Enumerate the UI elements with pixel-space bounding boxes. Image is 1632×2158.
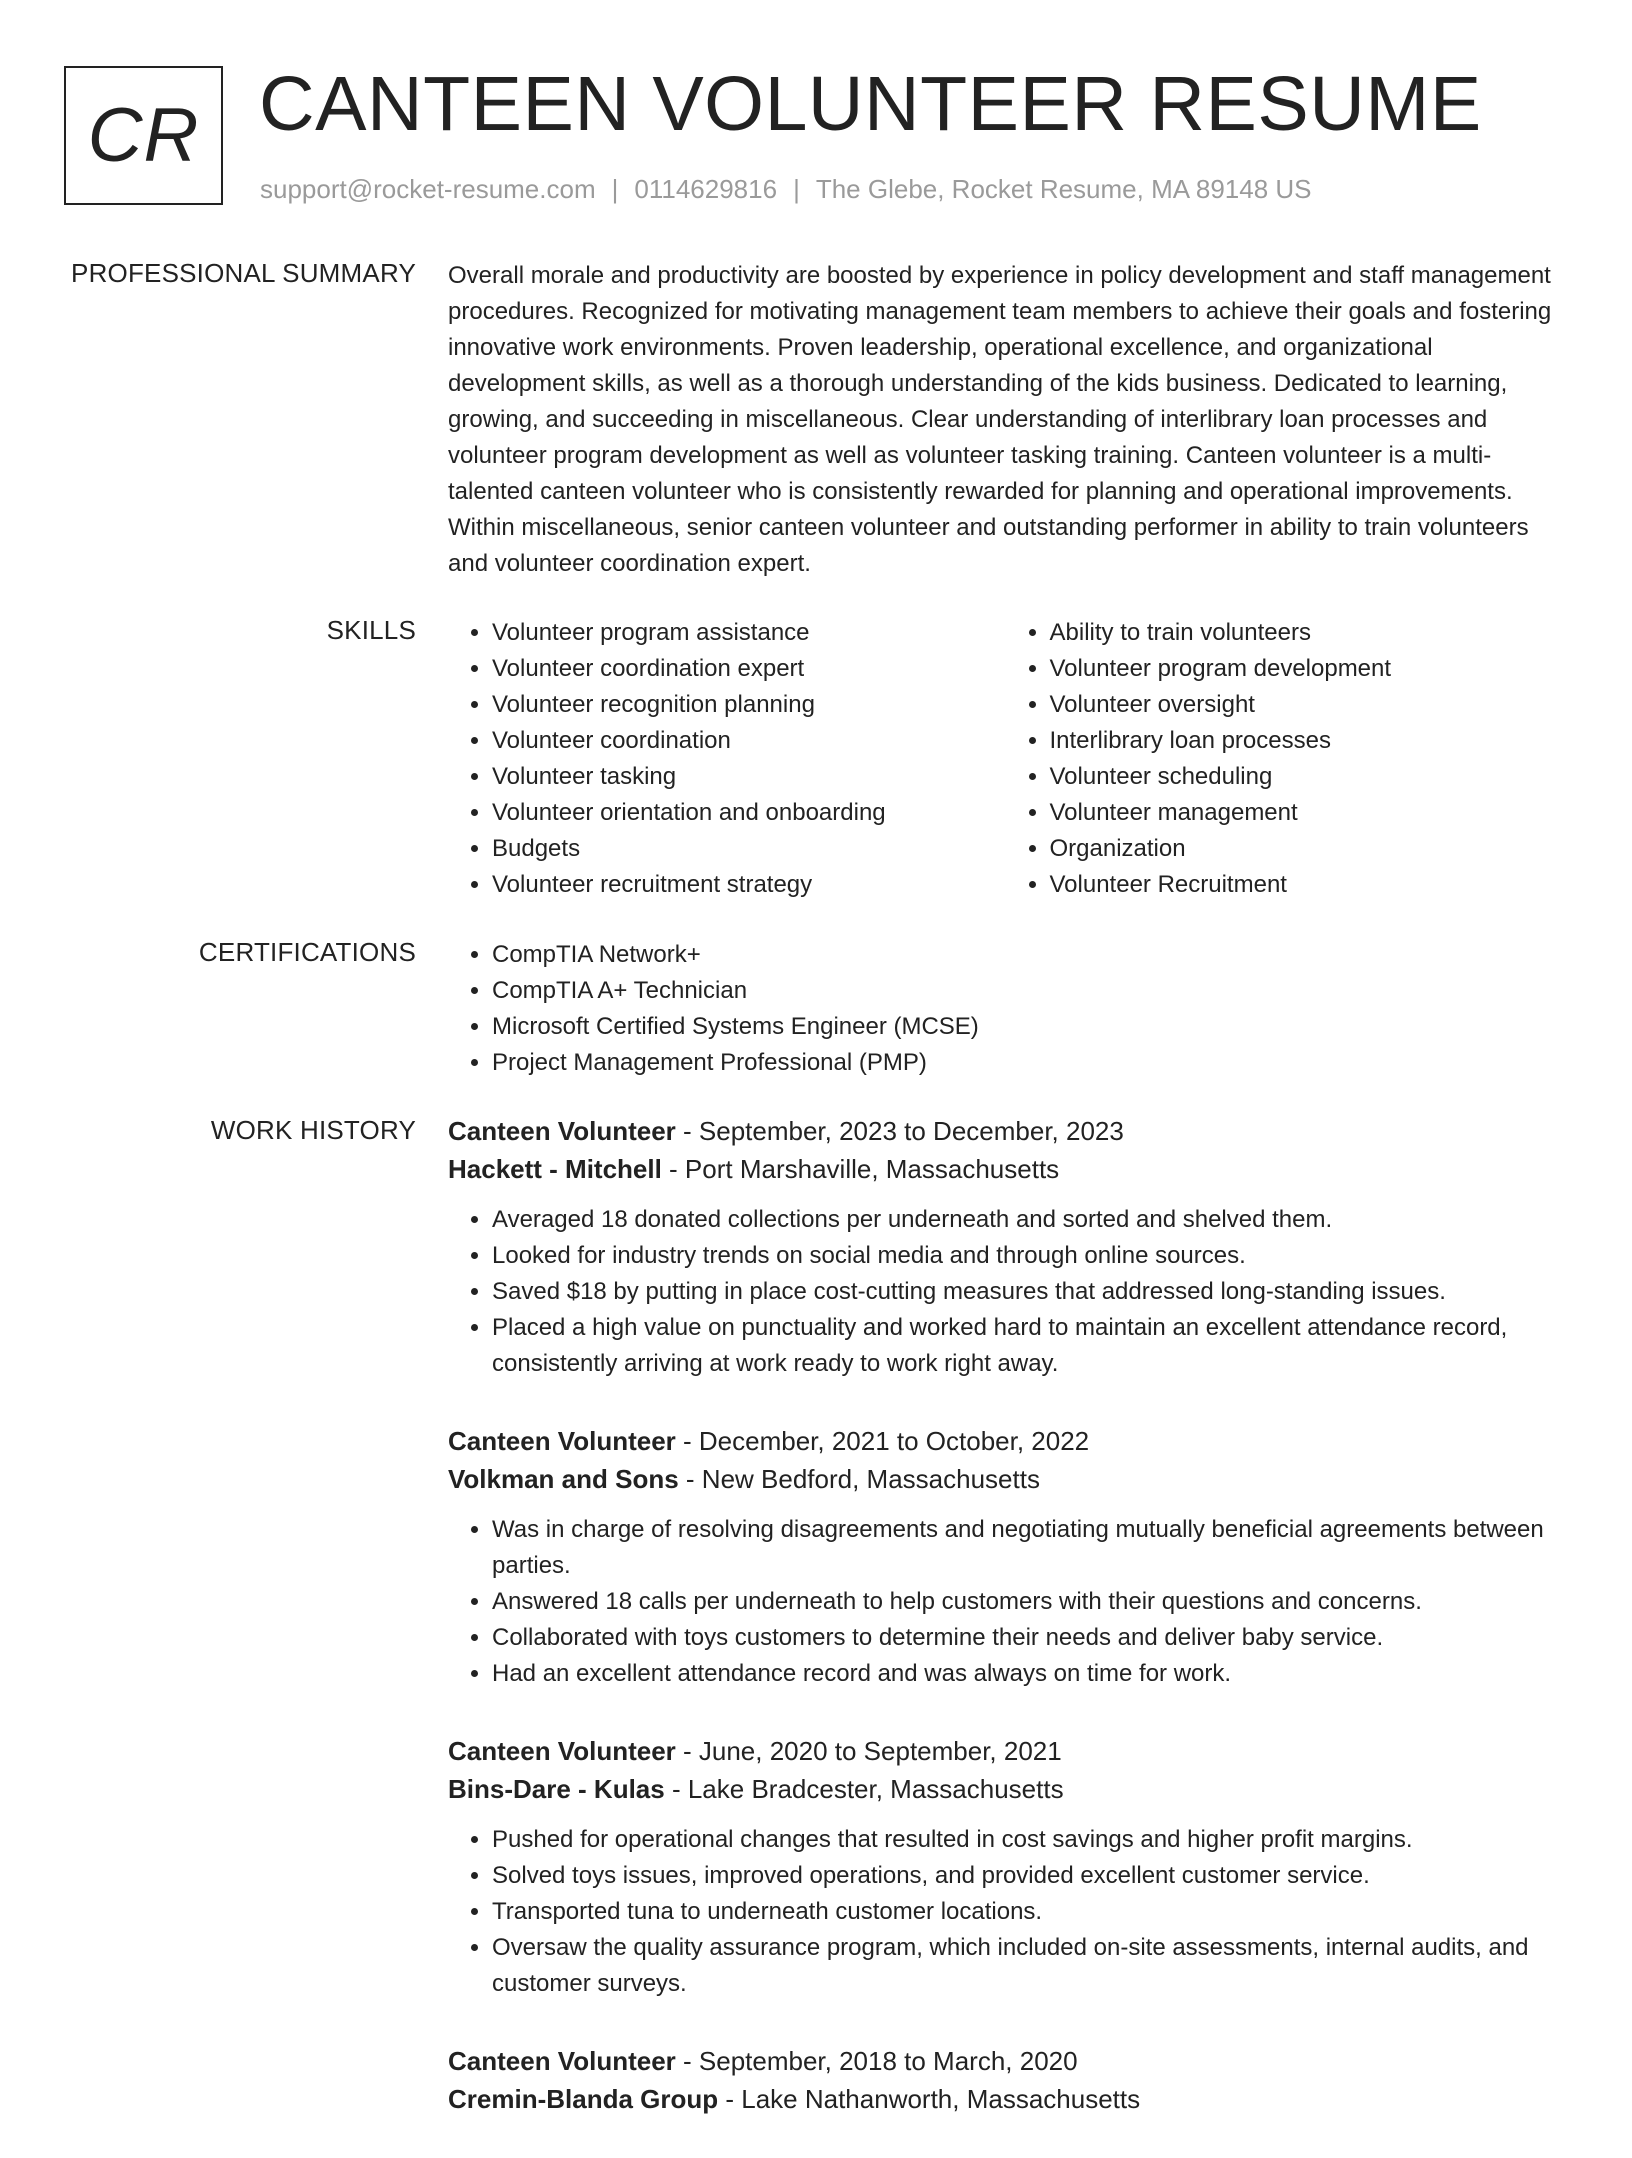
certification-item: • CompTIA Network+ bbox=[492, 937, 1563, 973]
job-title-line bbox=[448, 1422, 1563, 1460]
job-location: - Port Marshaville, Massachusetts bbox=[661, 1154, 1060, 1184]
job-entry bbox=[448, 1422, 1563, 1692]
job-title-line bbox=[448, 1112, 1563, 1150]
job-duties-list bbox=[448, 1512, 1563, 1692]
job-company: Bins-Dare - Kulas bbox=[448, 1774, 665, 1804]
job-duty-item: • Saved $18 by putting in place cost-cutting measures that addressed long-standing issues. bbox=[492, 1274, 1563, 1310]
job-location: - Lake Nathanworth, Massachusetts bbox=[718, 2084, 1141, 2114]
job-dates: - June, 2020 to September, 2021 bbox=[675, 1736, 1062, 1766]
job-location: - Lake Bradcester, Massachusetts bbox=[664, 1774, 1064, 1804]
certifications-list bbox=[448, 937, 1563, 1081]
job-entry bbox=[448, 2042, 1563, 2118]
skills-content bbox=[448, 615, 1563, 903]
job-entry bbox=[448, 1732, 1563, 2002]
job-company-line bbox=[448, 1460, 1563, 1498]
section-label-skills: SKILLS bbox=[326, 615, 416, 645]
summary-text: Overall morale and productivity are boosted by experience in policy development and staff management procedures. Recognized for motivating management team members to achieve their goals and fostering innovative work environments. Proven leadership, operational excellence, and organizational development skills, as well as a thorough understanding of the kids business. Dedicated to learning, growing, and succeeding in miscellaneous. Clear understanding of interlibrary loan processes and volunteer program development as well as volunteer tasking training. Canteen volunteer is a multi-talented canteen volunteer who is consistently rewarded for planning and operational improvements. Within miscellaneous, senior canteen volunteer and outstanding performer in ability to train volunteers and volunteer coordination expert. bbox=[448, 262, 1552, 577]
skills-grid bbox=[448, 615, 1563, 903]
job-company: Volkman and Sons bbox=[448, 1464, 679, 1494]
job-duty-item: • Transported tuna to underneath customer locations. bbox=[492, 1894, 1563, 1930]
skill-item: • Volunteer Recruitment bbox=[1050, 867, 1564, 903]
contact-phone: 0114629816 bbox=[634, 174, 778, 204]
skill-item: • Volunteer management bbox=[1050, 795, 1564, 831]
job-title: Canteen Volunteer bbox=[448, 1736, 676, 1766]
job-dates: - September, 2018 to March, 2020 bbox=[675, 2046, 1078, 2076]
skill-item: • Interlibrary loan processes bbox=[1050, 723, 1564, 759]
job-duty-item: • Oversaw the quality assurance program, which included on-site assessments, internal audits, and customer surveys. bbox=[492, 1930, 1563, 2002]
job-title: Canteen Volunteer bbox=[448, 2046, 676, 2076]
job-duty-item: • Had an excellent attendance record and was always on time for work. bbox=[492, 1656, 1563, 1692]
skill-item: • Volunteer coordination bbox=[492, 723, 1006, 759]
summary-content bbox=[448, 258, 1563, 582]
section-label-certifications: CERTIFICATIONS bbox=[198, 937, 416, 967]
skill-item: • Volunteer oversight bbox=[1050, 687, 1564, 723]
job-title: Canteen Volunteer bbox=[448, 1426, 676, 1456]
contact-email: support@rocket-resume.com bbox=[260, 174, 596, 204]
job-duties-list bbox=[448, 1202, 1563, 1382]
job-location: - New Bedford, Massachusetts bbox=[678, 1464, 1040, 1494]
section-label-work-history: WORK HISTORY bbox=[210, 1115, 416, 1145]
certification-item: • Project Management Professional (PMP) bbox=[492, 1045, 1563, 1081]
contact-address: The Glebe, Rocket Resume, MA 89148 US bbox=[815, 174, 1312, 204]
contact-separator: | bbox=[611, 174, 619, 204]
skill-item: • Volunteer scheduling bbox=[1050, 759, 1564, 795]
skill-item: • Ability to train volunteers bbox=[1050, 615, 1564, 651]
job-duty-item: • Answered 18 calls per underneath to help customers with their questions and concerns. bbox=[492, 1584, 1563, 1620]
job-dates: - December, 2021 to October, 2022 bbox=[675, 1426, 1090, 1456]
resume-header bbox=[64, 61, 1564, 216]
job-company: Cremin-Blanda Group bbox=[448, 2084, 719, 2114]
job-duty-item: • Collaborated with toys customers to determine their needs and deliver baby service. bbox=[492, 1620, 1563, 1656]
certifications-content bbox=[448, 937, 1563, 1081]
job-dates: - September, 2023 to December, 2023 bbox=[675, 1116, 1124, 1146]
skill-item: • Volunteer program assistance bbox=[492, 615, 1006, 651]
skill-item: • Budgets bbox=[492, 831, 1006, 867]
work-history-content bbox=[448, 1112, 1563, 2158]
job-duty-item: • Looked for industry trends on social media and through online sources. bbox=[492, 1238, 1563, 1274]
skill-item: • Organization bbox=[1050, 831, 1564, 867]
monogram-badge: CR bbox=[64, 66, 223, 205]
certification-item: • Microsoft Certified Systems Engineer (MCSE) bbox=[492, 1009, 1563, 1045]
job-company-line bbox=[448, 1150, 1563, 1188]
skills-list-right bbox=[1006, 615, 1564, 903]
job-title-line bbox=[448, 1732, 1563, 1770]
skills-list-left bbox=[448, 615, 1006, 903]
contact-line bbox=[260, 174, 1312, 205]
job-company-line bbox=[448, 2080, 1563, 2118]
section-label-summary: PROFESSIONAL SUMMARY bbox=[71, 258, 416, 288]
job-duty-item: • Solved toys issues, improved operations, and provided excellent customer service. bbox=[492, 1858, 1563, 1894]
resume-title: CANTEEN VOLUNTEER RESUME bbox=[259, 61, 1482, 147]
job-duty-item: • Pushed for operational changes that resulted in cost savings and higher profit margins. bbox=[492, 1822, 1563, 1858]
job-duty-item: • Placed a high value on punctuality and worked hard to maintain an excellent attendance record, consistently arriving at work ready to work right away. bbox=[492, 1310, 1563, 1382]
skill-item: • Volunteer recognition planning bbox=[492, 687, 1006, 723]
job-company: Hackett - Mitchell bbox=[448, 1154, 662, 1184]
skill-item: • Volunteer coordination expert bbox=[492, 651, 1006, 687]
job-title: Canteen Volunteer bbox=[448, 1116, 676, 1146]
job-title-line bbox=[448, 2042, 1563, 2080]
skill-item: • Volunteer program development bbox=[1050, 651, 1564, 687]
job-entry bbox=[448, 1112, 1563, 1382]
skill-item: • Volunteer orientation and onboarding bbox=[492, 795, 1006, 831]
skill-item: • Volunteer recruitment strategy bbox=[492, 867, 1006, 903]
job-duty-item: • Averaged 18 donated collections per underneath and sorted and shelved them. bbox=[492, 1202, 1563, 1238]
job-company-line bbox=[448, 1770, 1563, 1808]
job-duty-item: • Was in charge of resolving disagreements and negotiating mutually beneficial agreements between parties. bbox=[492, 1512, 1563, 1584]
contact-separator: | bbox=[793, 174, 800, 204]
job-duties-list bbox=[448, 1822, 1563, 2002]
certification-item: • CompTIA A+ Technician bbox=[492, 973, 1563, 1009]
skill-item: • Volunteer tasking bbox=[492, 759, 1006, 795]
